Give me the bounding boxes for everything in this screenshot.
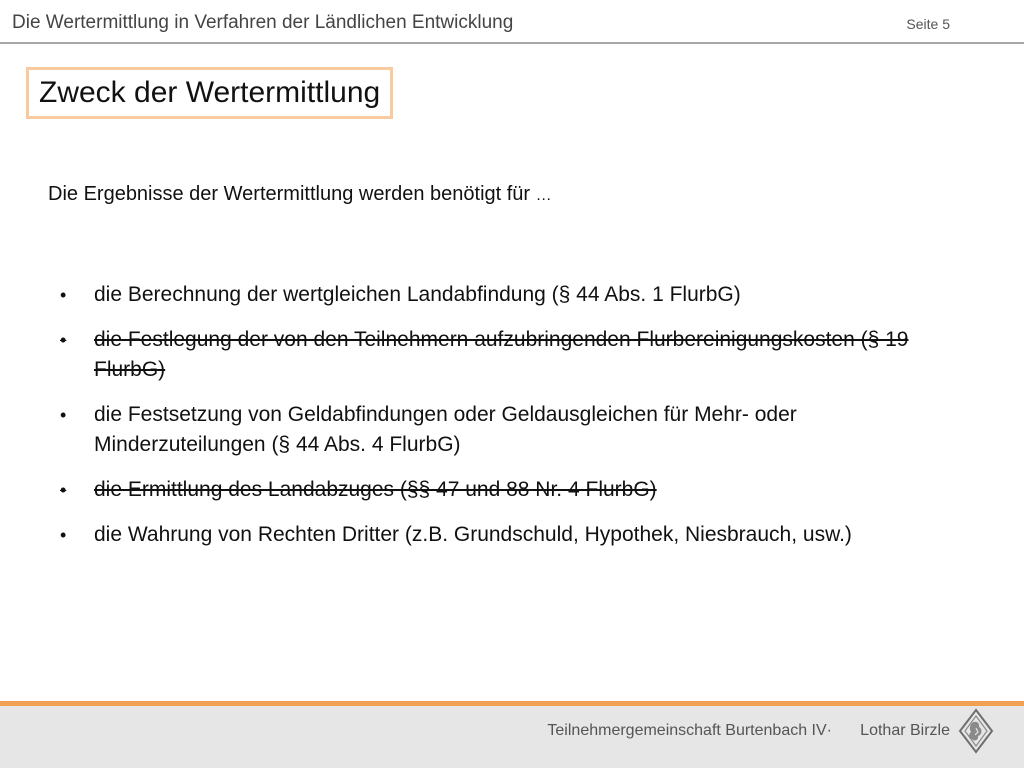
bullet-item [56,400,916,460]
bullet-marker: • [60,405,67,425]
intro-text [48,183,552,206]
intro-ellipsis: … [535,187,552,204]
header-divider [0,42,1024,44]
bullet-item [56,325,916,385]
bullet-text: die Festsetzung von Geldabfindungen oder Geldausgleichen für Mehr- oder Minderzuteilungen (§ 44 Abs. 4 FlurbG) [94,403,797,456]
bullet-marker: • [60,330,67,350]
slide-title-text: Zweck der Wertermittlung [39,76,381,109]
bullet-list [56,280,916,565]
bullet-item [56,280,916,310]
bullet-item [56,520,916,550]
bullet-text: die Wahrung von Rechten Dritter (z.B. Grundschuld, Hypothek, Niesbrauch, usw.) [94,523,852,546]
bullet-item [56,475,916,505]
intro-sentence: Die Ergebnisse der Wertermittlung werden benötigt für [48,183,531,205]
bullet-text: die Festlegung der von den Teilnehmern aufzubringenden Flurbereinigungskosten (§ 19 FlurbG) [94,328,909,381]
diamond-emblem-icon [958,708,994,754]
page-number: Seite 5 [906,16,950,32]
bullet-marker: • [60,285,67,305]
footer-organization: Teilnehmergemeinschaft Burtenbach IV· [547,722,832,739]
bullet-marker: • [60,480,67,500]
bullet-text: die Berechnung der wertgleichen Landabfindung (§ 44 Abs. 1 FlurbG) [94,283,741,306]
presentation-title: Die Wertermittlung in Verfahren der Ländlichen Entwicklung [12,12,514,33]
footer-author: Lothar Birzle [860,722,950,739]
bullet-marker: • [60,525,67,545]
slide-title [26,67,393,119]
bullet-text: die Ermittlung des Landabzuges (§§ 47 und 88 Nr. 4 FlurbG) [94,478,657,501]
